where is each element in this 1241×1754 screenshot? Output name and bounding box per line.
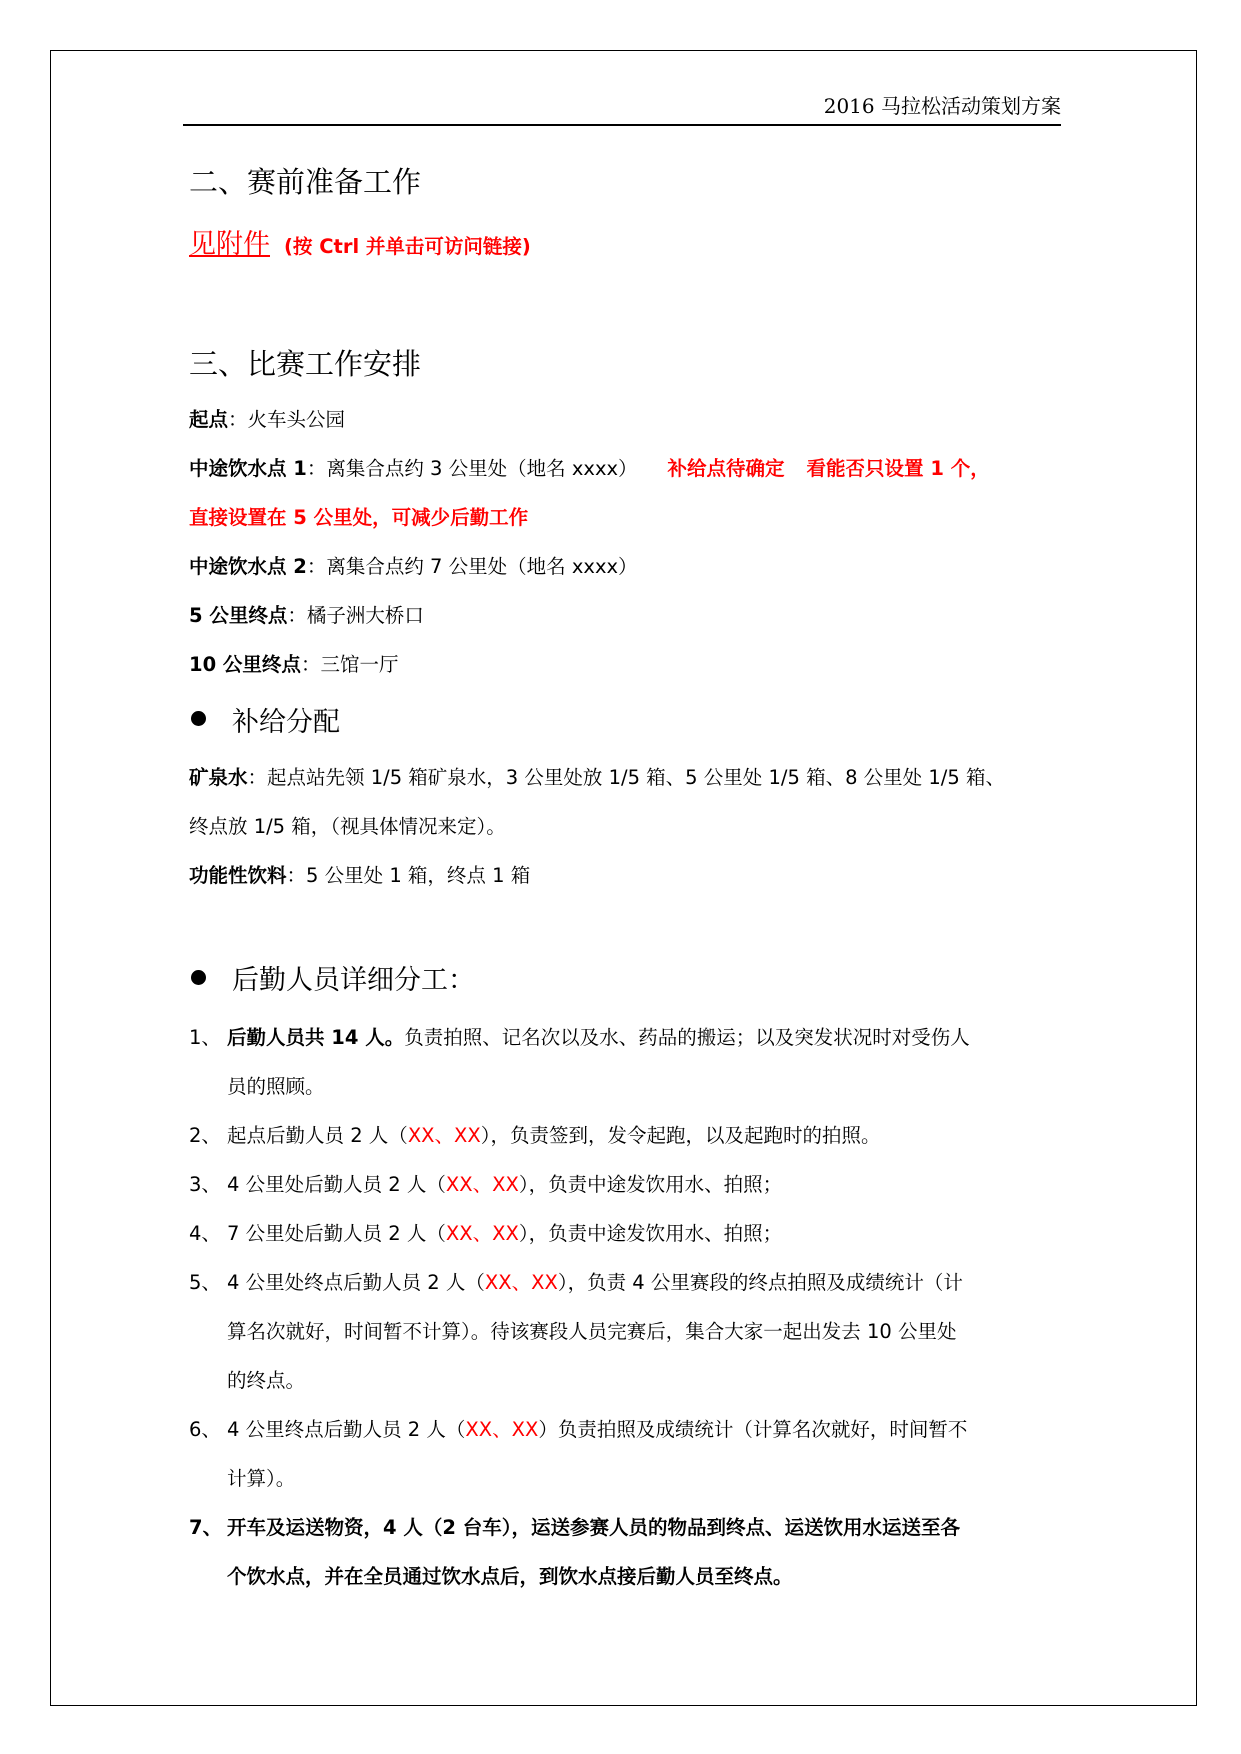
section-heading-prep: 二、赛前准备工作 [189, 165, 422, 199]
list-item: 起点后勤人员 2 人（XX、XX），负责签到，发令起跑，以及起跑时的拍照。 [227, 1124, 881, 1147]
list-number: 4、 [189, 1222, 221, 1245]
supply-note-a: 补给点待确定 [667, 457, 785, 480]
start-point: 起点：火车头公园 [189, 408, 346, 431]
list-item-cont: 的终点。 [227, 1369, 306, 1392]
list-item-cont: 计算）。 [227, 1467, 296, 1490]
header-title: 2016 马拉松活动策划方案 [823, 94, 1061, 118]
mineral-water-line2: 终点放 1/5 箱，（视具体情况来定）。 [189, 815, 506, 838]
list-item: 7 公里处后勤人员 2 人（XX、XX），负责中途发饮用水、拍照； [227, 1222, 783, 1245]
list-item: 4 公里终点后勤人员 2 人（XX、XX）负责拍照及成绩统计（计算名次就好，时间暂不 [227, 1418, 968, 1441]
section-heading-arrangement: 三、比赛工作安排 [189, 347, 422, 381]
list-item-cont: 个饮水点，并在全员通过饮水点后，到饮水点接后勤人员至终点。 [227, 1565, 793, 1588]
list-item: 4 公里处后勤人员 2 人（XX、XX），负责中途发饮用水、拍照； [227, 1173, 783, 1196]
list-item: 后勤人员共 14 人。负责拍照、记名次以及水、药品的搬运；以及突发状况时对受伤人 [227, 1026, 970, 1049]
list-item: 4 公里处终点后勤人员 2 人（XX、XX），负责 4 公里赛段的终点拍照及成绩统计（计 [227, 1271, 963, 1294]
list-number: 5、 [189, 1271, 221, 1294]
bullet-icon [191, 711, 206, 726]
energy-drink-line: 功能性饮料：5 公里处 1 箱，终点 1 箱 [189, 864, 531, 887]
staff-heading: 后勤人员详细分工： [232, 965, 475, 996]
mineral-water-line1: 矿泉水：起点站先领 1/5 箱矿泉水，3 公里处放 1/5 箱、5 公里处 1/5 箱、8 公里处 1/5 箱、 [189, 766, 1005, 789]
list-number: 6、 [189, 1418, 221, 1441]
list-number: 1、 [189, 1026, 221, 1049]
attachment-note: (按 Ctrl 并单击可访问链接) [284, 235, 531, 258]
list-number: 3、 [189, 1173, 221, 1196]
finish-10km: 10 公里终点：三馆一厅 [189, 653, 399, 676]
attachment-link[interactable]: 见附件 [189, 229, 270, 260]
supply-note-b: 看能否只设置 1 个， [806, 457, 990, 480]
supply-heading: 补给分配 [232, 707, 340, 738]
list-number: 2、 [189, 1124, 221, 1147]
water-point-2: 中途饮水点 2：离集合点约 7 公里处（地名 xxxx） [189, 555, 638, 578]
bullet-icon [191, 970, 206, 985]
water-point-1: 中途饮水点 1：离集合点约 3 公里处（地名 xxxx） 补给点待确定 看能否只设置 1 个， [189, 457, 990, 480]
page-header [183, 90, 1061, 126]
supply-note-c: 直接设置在 5 公里处，可减少后勤工作 [189, 506, 529, 529]
list-item-cont: 员的照顾。 [227, 1075, 325, 1098]
list-item: 开车及运送物资，4 人（2 台车），运送参赛人员的物品到终点、运送饮用水运送至各 [227, 1516, 960, 1539]
list-number: 7、 [189, 1516, 223, 1539]
attachment-line [189, 222, 531, 261]
list-item-cont: 算名次就好，时间暂不计算）。待该赛段人员完赛后，集合大家一起出发去 10 公里处 [227, 1320, 957, 1343]
finish-5km: 5 公里终点：橘子洲大桥口 [189, 604, 424, 627]
